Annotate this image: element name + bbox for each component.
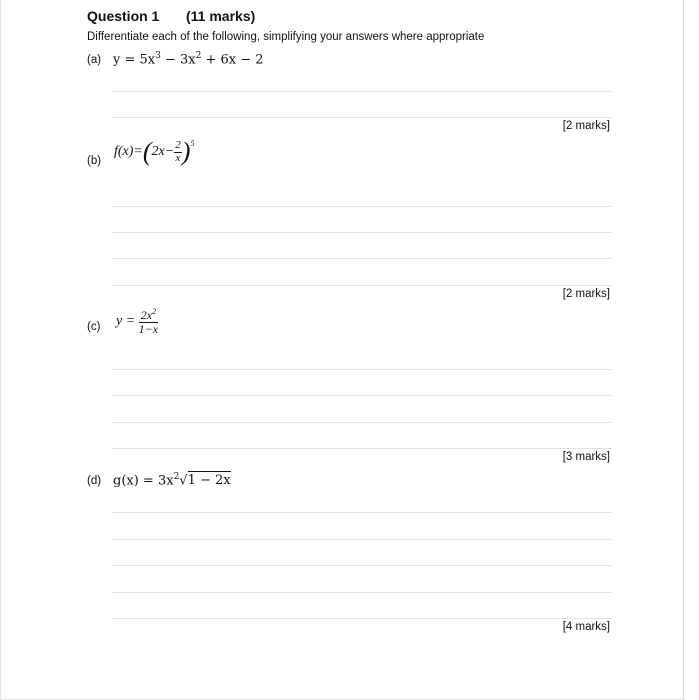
answer-line — [112, 512, 612, 513]
part-c-expression — [116, 308, 158, 335]
part-b-fraction — [174, 140, 182, 164]
answer-line — [112, 448, 612, 449]
part-b-marks: [2 marks] — [562, 288, 610, 300]
part-b-frac-num: 2 — [175, 138, 181, 151]
answer-line — [112, 618, 612, 619]
answer-line — [112, 539, 612, 540]
part-c-num-base: 2x — [140, 308, 153, 322]
part-d-sqrt-content: 1 − 2x — [187, 473, 231, 489]
answer-line — [112, 592, 612, 593]
page-edge-left — [0, 0, 1, 700]
part-a-label: (a) — [87, 54, 102, 66]
part-b-label: (b) — [87, 155, 102, 167]
part-c-frac-den: 1−x — [138, 321, 159, 336]
part-b-open-paren: ( — [142, 137, 152, 166]
part-a-exp1: 3 — [155, 51, 161, 61]
answer-line — [112, 232, 612, 233]
part-b-outer-exp: 5 — [190, 139, 195, 148]
part-b-frac-den: x — [175, 151, 181, 164]
answer-line — [112, 91, 612, 92]
part-c-lhs: y = — [116, 313, 136, 329]
part-b-lhs: f(x)= — [114, 144, 143, 160]
part-c-fraction — [139, 308, 158, 335]
part-d-lhs: g(x) = 3x — [113, 473, 174, 489]
part-c-marks: [3 marks] — [562, 451, 610, 463]
answer-line — [112, 395, 612, 396]
page-edge-right — [683, 0, 684, 700]
part-a-exp2: 2 — [195, 51, 202, 61]
answer-line — [112, 258, 612, 259]
question-instruction: Differentiate each of the following, simplifying your answers where appropriate — [87, 31, 485, 43]
part-c-num-exp: 2 — [152, 307, 157, 316]
part-a-lhs: y = 5x — [113, 52, 156, 68]
part-c-label: (c) — [87, 321, 101, 333]
answer-line — [112, 565, 612, 566]
part-a-mid: − 3x — [160, 52, 196, 68]
part-d-marks: [4 marks] — [562, 621, 610, 633]
answer-line — [112, 285, 612, 286]
part-d-sqrt-symbol: √ — [179, 473, 188, 489]
question-title: Question 1 — [87, 8, 160, 24]
part-d-exp: 2 — [173, 472, 180, 482]
part-c-frac-num — [139, 308, 158, 323]
answer-line — [112, 369, 612, 370]
answer-line — [112, 117, 612, 118]
answer-line — [112, 206, 612, 207]
part-a-expression — [113, 51, 264, 67]
question-marks-total: (11 marks) — [186, 8, 256, 24]
part-a-rhs: + 6x − 2 — [201, 52, 264, 68]
part-b-expression — [114, 139, 194, 165]
part-d-label: (d) — [87, 475, 102, 487]
part-b-inner-lead: 2x− — [151, 144, 175, 159]
answer-line — [112, 422, 612, 423]
part-a-marks: [2 marks] — [562, 120, 610, 132]
part-b-close-paren: ) — [181, 137, 191, 166]
part-d-expression — [113, 472, 231, 488]
